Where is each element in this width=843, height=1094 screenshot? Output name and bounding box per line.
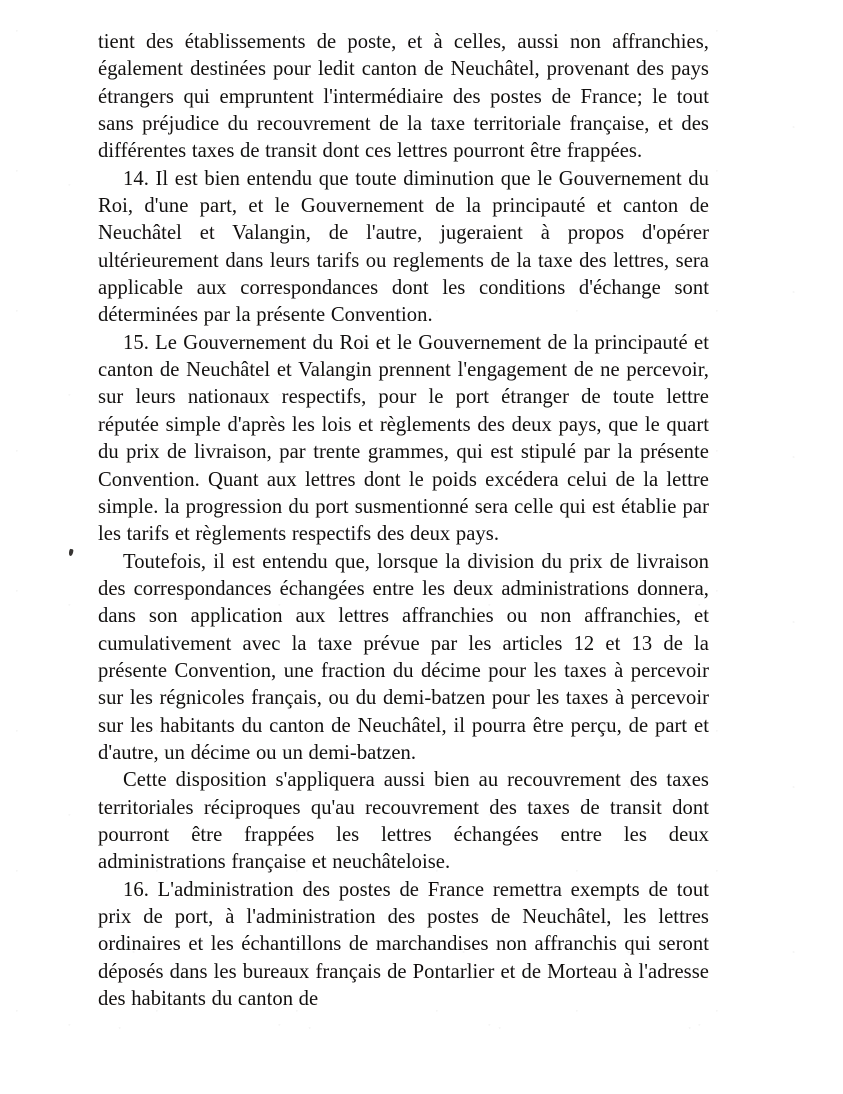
- paragraph-continued-13: tient des établissements de poste, et à celles, aussi non affranchies, également destinées pour ledit canton de Neuchâtel, provenant des pays étrangers qui empruntent l'intermédiaire des postes de France; le tout sans préjudice du recouvrement de la taxe territoriale française, et des différentes taxes de transit dont ces lettres pourront être frappées.: [98, 31, 709, 163]
- margin-ink-speck: [68, 549, 73, 557]
- paragraph-article-16: 16. L'administration des postes de France remettra exempts de tout prix de port, à l'administration des postes de Neuchâtel, les lettres ordinaires et les échantillons de marchandises non affranchis qui seront déposés dans les bureaux français de Pontarlier et de Morteau à l'adresse des habitants du canton de: [98, 878, 709, 1011]
- paragraph-toutefois: Toutefois, il est entendu que, lorsque la division du prix de livraison des correspondances échangées entre les deux administrations donnera, dans son application aux lettres affranchies ou non affranchies, et cumulativement avec la taxe prévue par les articles 12 et 13 de la présente Convention, une fraction du décime pour les taxes à percevoir sur les régnicoles français, ou du demi-batzen pour les taxes à percevoir sur les habitants du canton de Neuchâtel, il pourra être perçu, de part et d'autre, un décime ou un demi-batzen.: [98, 550, 709, 764]
- paragraph-article-14: 14. Il est bien entendu que toute diminution que le Gouvernement du Roi, d'une part, et le Gouvernement de la principauté et canton de Neuchâtel et Valangin, de l'autre, jugeraient à propos d'opérer ultérieurement dans leurs tarifs ou reglements de la taxe des lettres, sera applicable aux correspondances dont les conditions d'échange sont déterminées par la présente Convention.: [98, 167, 709, 327]
- paragraph-cette-disposition: Cette disposition s'appliquera aussi bien au recouvrement des taxes territoriales réciproques qu'au recouvrement des taxes de transit dont pourront être frappées les lettres échangées entre les deux administrations française et neuchâteloise.: [98, 769, 709, 874]
- text-block: [98, 29, 709, 1013]
- paragraph-article-15: 15. Le Gouvernement du Roi et le Gouvernement de la principauté et canton de Neuchâtel et Valangin prennent l'engagement de ne percevoir, sur leurs nationaux respectifs, pour le port étranger de toute lettre réputée simple d'après les lois et règlements des deux pays, que le quart du prix de livraison, par trente grammes, qui est stipulé par la présente Convention. Quant aux lettres dont le poids excédera celui de la lettre simple. la progression du port susmentionné sera celle qui est établie par les tarifs et règlements respectifs des deux pays.: [98, 331, 709, 546]
